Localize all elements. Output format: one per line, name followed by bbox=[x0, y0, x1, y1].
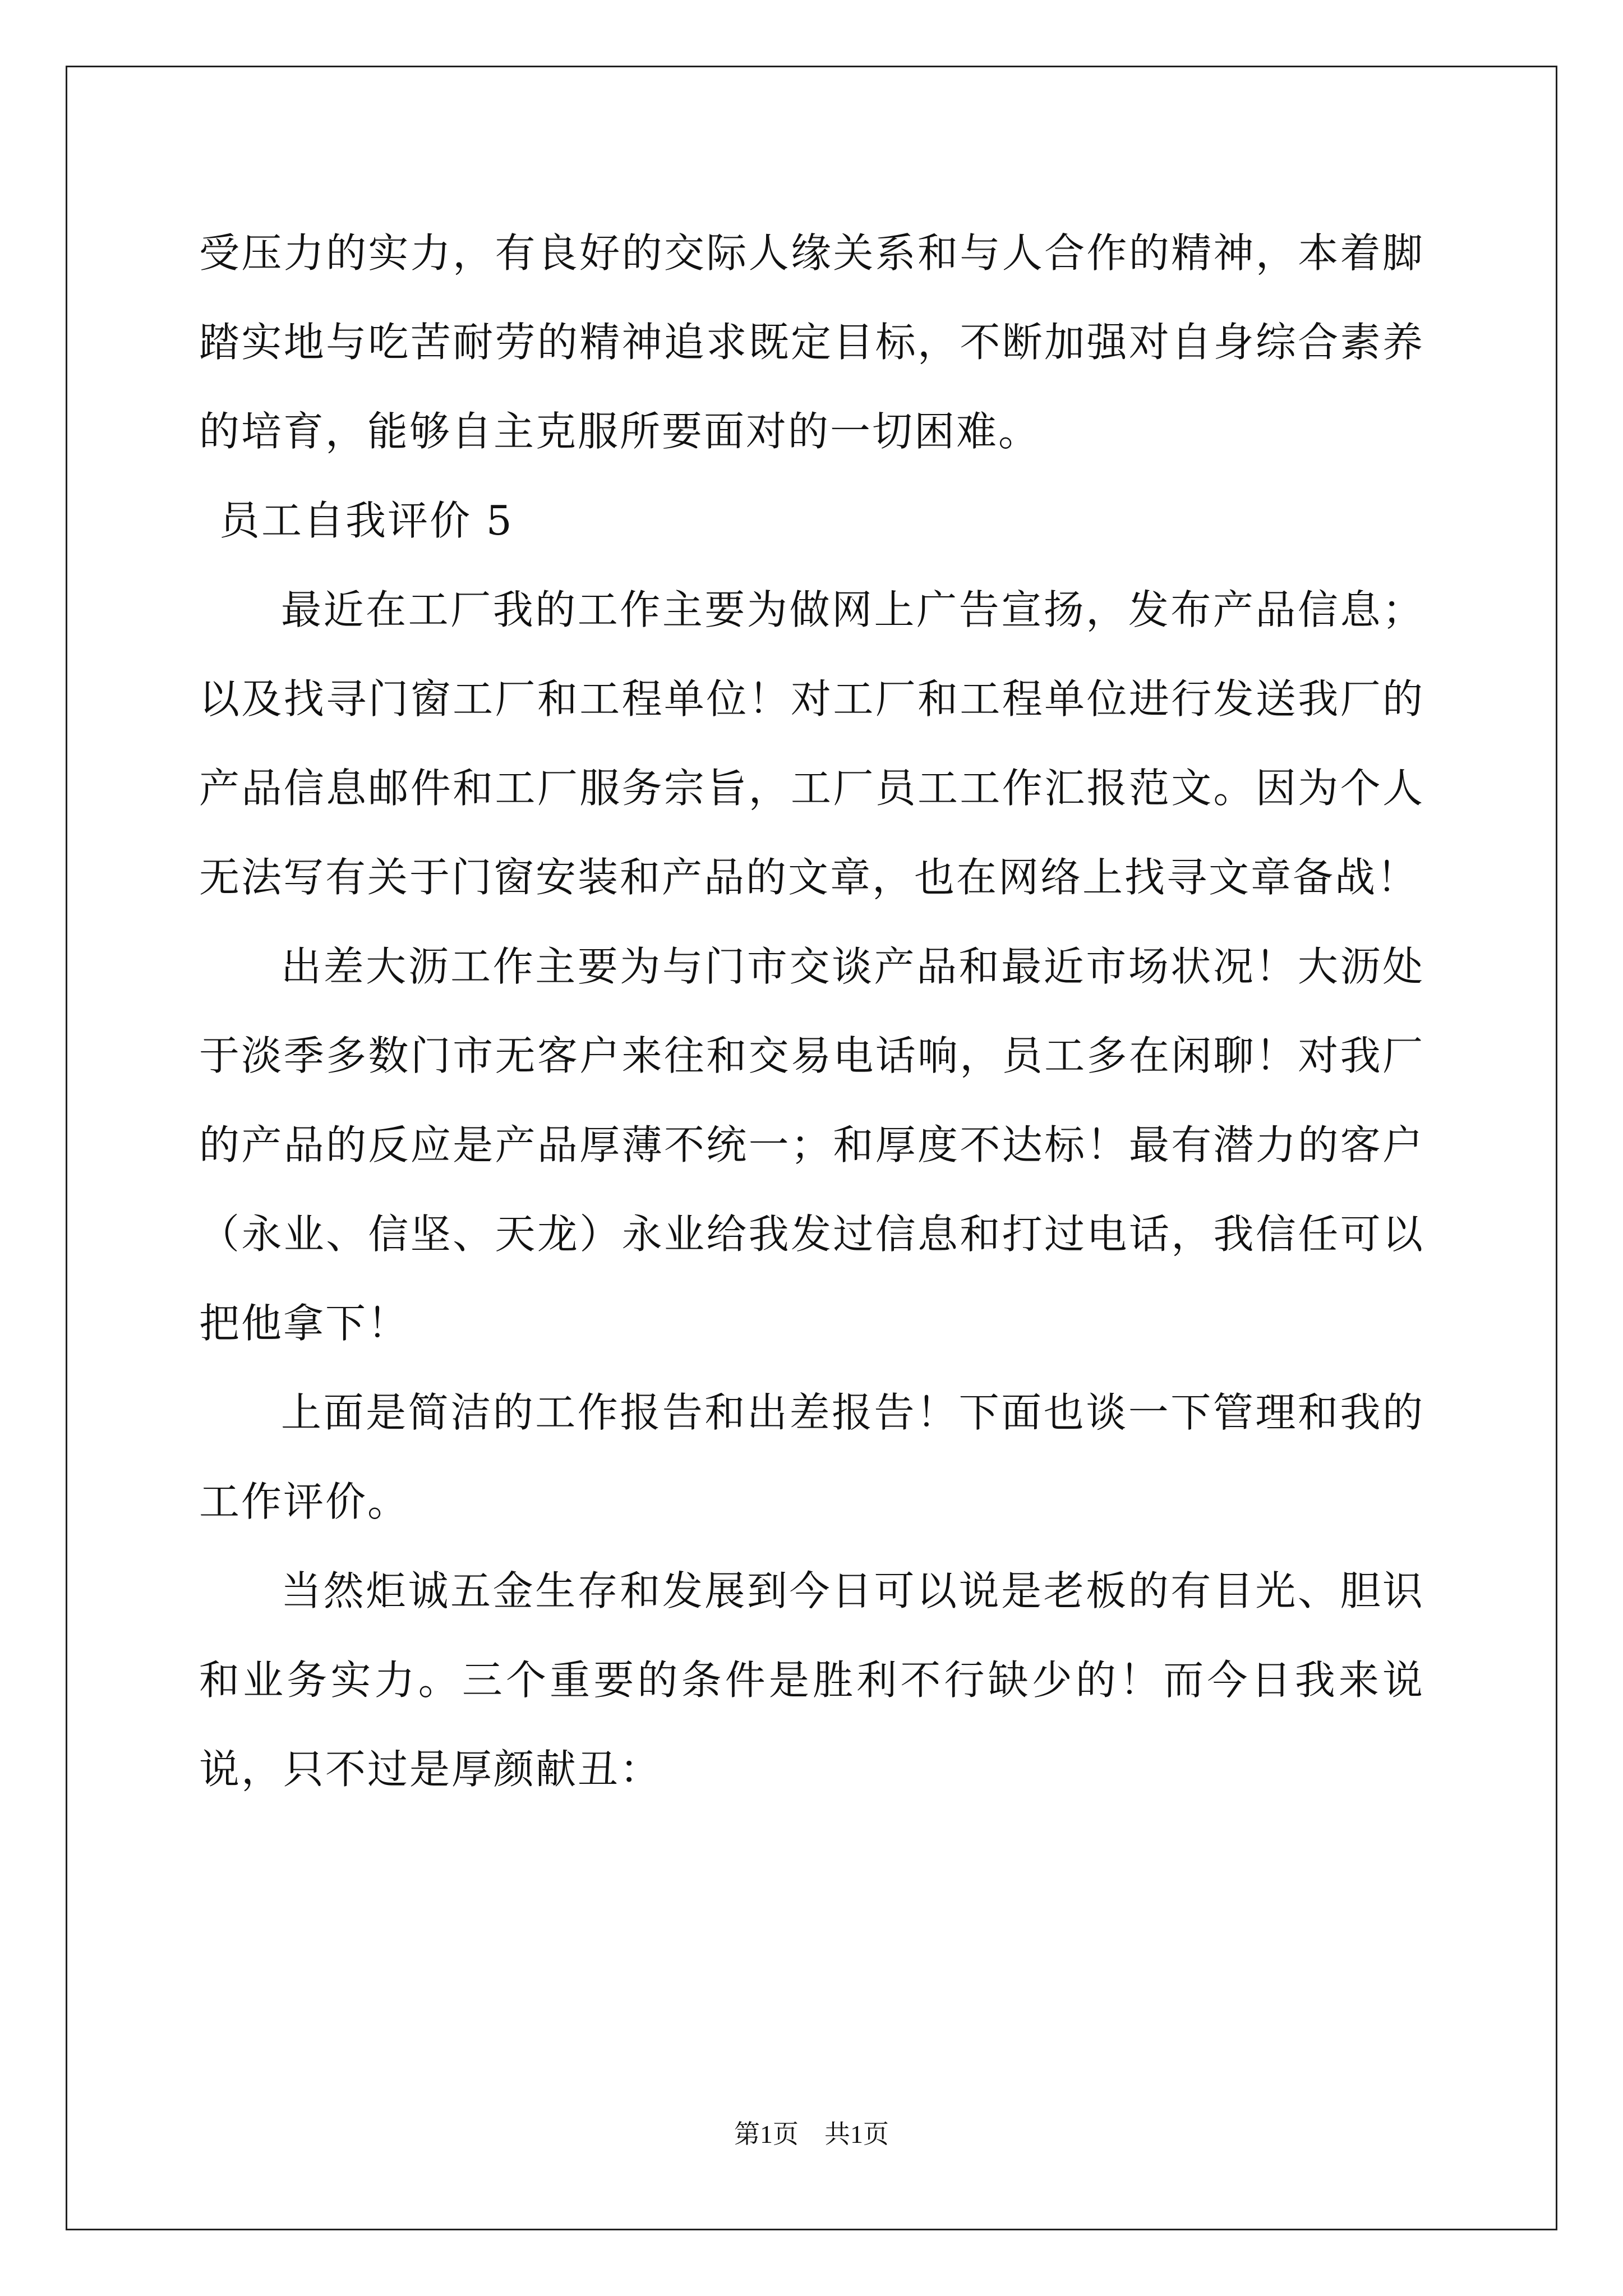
page-number-footer: 第1页 共1页 bbox=[734, 2120, 889, 2148]
paragraph-business-trip: 出差大沥工作主要为与门市交谈产品和最近市场状况！大沥处于淡季多数门市无客户来往和交易电话响，员工多在闲聊！对我厂的产品的反应是产品厚薄不统一；和厚度不达标！最有潜力的客户（永业、信坚、天龙）永业给我发过信息和打过电话，我信任可以把他拿下！ bbox=[199, 943, 1424, 1347]
document-body bbox=[199, 209, 1424, 1814]
paragraph-continuation: 受压力的实力，有良好的交际人缘关系和与人合作的精神，本着脚踏实地与吃苦耐劳的精神追求既定目标，不断加强对自身综合素养的培育，能够自主克服所要面对的一切困难。 bbox=[199, 229, 1424, 455]
paragraph-work-summary: 最近在工厂我的工作主要为做网上广告宣扬，发布产品信息；以及找寻门窗工厂和工程单位！对工厂和工程单位进行发送我厂的产品信息邮件和工厂服务宗旨，工厂员工工作汇报范文。因为个人无法写有关于门窗安装和产品的文章，也在网络上找寻文章备战！ bbox=[199, 586, 1424, 901]
section-heading: 员工自我评价 5 bbox=[219, 497, 514, 544]
paragraph-company-growth: 当然炬诚五金生存和发展到今日可以说是老板的有目光、胆识和业务实力。三个重要的条件是胜利不行缺少的！而今日我来说说，只不过是厚颜献丑： bbox=[199, 1567, 1424, 1793]
paragraph-transition: 上面是简洁的工作报告和出差报告！下面也谈一下管理和我的工作评价。 bbox=[199, 1389, 1424, 1525]
